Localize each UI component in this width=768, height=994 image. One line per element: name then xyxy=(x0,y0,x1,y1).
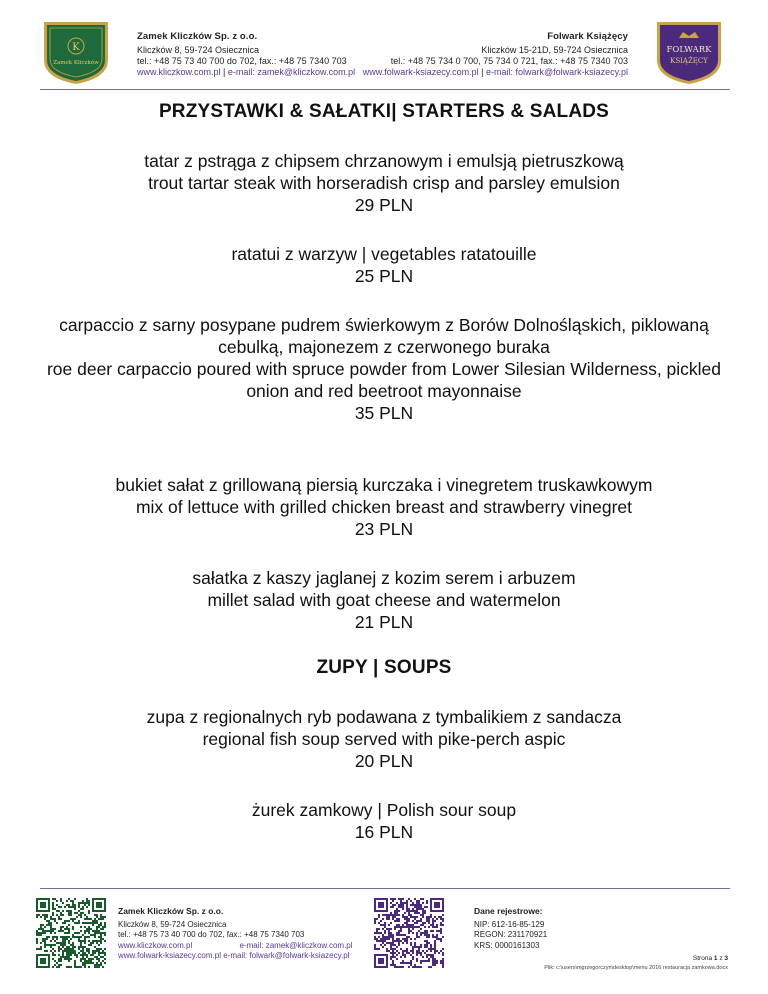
header-left-separator: | xyxy=(223,67,226,77)
item-description-pl: zupa z regionalnych ryb podawana z tymbalikiem z sandacza xyxy=(146,707,622,727)
footer-left-phone: tel.: +48 75 73 40 700 do 702, fax.: +48 75 7340 703 xyxy=(118,930,305,939)
item-description-en: millet salad with goat cheese and watermelon xyxy=(207,590,561,610)
item-description-pl: tatar z pstrąga z chipsem chrzanowym i emulsją pietruszkową xyxy=(144,151,624,171)
header-right-separator: | xyxy=(481,67,484,77)
item-price: 23 PLN xyxy=(354,519,414,539)
registration-regon: REGON: 231170921 xyxy=(474,930,548,939)
header-divider xyxy=(40,89,730,90)
item-price: 20 PLN xyxy=(354,751,414,771)
item-description: żurek zamkowy | Polish sour soup xyxy=(251,800,517,820)
header-right-web-link[interactable]: www.folwark-ksiazecy.com.pl xyxy=(362,67,479,77)
svg-text:K: K xyxy=(72,42,80,53)
footer-web-link-folwark[interactable]: www.folwark-ksiazecy.com.pl xyxy=(118,951,221,960)
item-price: 35 PLN xyxy=(354,403,414,423)
footer-left-address: Kliczków 8, 59-724 Osiecznica xyxy=(118,919,227,929)
header-right-address: Kliczków 15-21D, 59-724 Osiecznica xyxy=(481,45,628,55)
page-of: z xyxy=(719,955,723,962)
item-price: 21 PLN xyxy=(354,612,414,632)
menu-item-roe-deer-carpaccio xyxy=(0,314,768,424)
registration-nip: NIP: 612-16-85-129 xyxy=(474,919,545,929)
header-left-contact xyxy=(137,31,355,78)
item-description-en: mix of lettuce with grilled chicken breast and strawberry vinegret xyxy=(135,497,633,517)
qr-code-left-icon[interactable] xyxy=(36,898,106,968)
header-right-email-link[interactable]: e-mail: folwark@folwark-ksiazecy.pl xyxy=(485,67,628,77)
file-path: Plik: c:\users\mgrzegorczyn\desktop\menu 2016 restauracja zamkowa.docx xyxy=(544,965,728,971)
item-price: 29 PLN xyxy=(354,195,414,215)
menu-item-lettuce-chicken xyxy=(0,474,768,540)
header-left-company: Zamek Kliczków Sp. z o.o. xyxy=(137,31,258,42)
header-right-company: Folwark Książęcy xyxy=(547,31,628,42)
menu-item-trout-tartar xyxy=(0,150,768,216)
item-description-en: regional fish soup served with pike-perch aspic xyxy=(202,729,566,749)
item-description-en: trout tartar steak with horseradish crisp and parsley emulsion xyxy=(148,173,620,193)
header-left-web-link[interactable]: www.kliczkow.com.pl xyxy=(137,67,221,77)
menu-item-millet-salad xyxy=(0,567,768,633)
footer-registration-data xyxy=(474,906,547,951)
menu-item-ratatouille xyxy=(0,243,768,287)
item-description-pl: sałatka z kaszy jaglanej z kozim serem i arbuzem xyxy=(192,568,576,588)
item-price: 16 PLN xyxy=(354,822,414,842)
header-left-address: Kliczków 8, 59-724 Osiecznica xyxy=(137,45,260,55)
item-description-pl: carpaccio z sarny posypane pudrem świerkowym z Borów Dolnośląskich, piklowaną xyxy=(59,315,709,335)
item-description-en: onion and red beetroot mayonnaise xyxy=(246,381,522,401)
soups-section-title: ZUPY | SOUPS xyxy=(316,657,452,678)
header-left-phone: tel.: +48 75 73 40 700 do 702, fax.: +48 75 7340 703 xyxy=(137,56,347,66)
footer-left-company: Zamek Kliczków Sp. z o.o. xyxy=(118,906,224,916)
header-right-phone: tel.: +48 75 734 0 700, 75 734 0 721, fax.: +48 75 7340 703 xyxy=(390,56,628,66)
page-prefix: Strona xyxy=(692,955,713,962)
footer-web-link-kliczkow[interactable]: www.kliczkow.com.pl xyxy=(118,940,193,950)
header-right-contact xyxy=(363,31,628,78)
qr-code-middle-icon[interactable] xyxy=(374,898,444,968)
header-left-email-link[interactable]: e-mail: zamek@kliczkow.com.pl xyxy=(227,67,356,77)
menu-item-sour-soup xyxy=(0,799,768,843)
svg-text:KSIĄŻĘCY: KSIĄŻĘCY xyxy=(670,57,708,65)
starters-section-title: PRZYSTAWKI & SAŁATKI| STARTERS & SALADS xyxy=(158,101,610,122)
zamek-kliczkow-logo xyxy=(40,20,112,86)
footer-left-contact xyxy=(118,906,353,962)
item-description-pl: bukiet sałat z grillowaną piersią kurczaka i vinegretem truskawkowym xyxy=(115,475,653,495)
footer-divider xyxy=(40,888,730,889)
page-total: 3 xyxy=(724,955,728,962)
item-description-pl: cebulką, majonezem z czerwonego buraka xyxy=(218,337,550,357)
folwark-ksiazecy-logo xyxy=(653,20,725,86)
svg-text:FOLWARK: FOLWARK xyxy=(666,45,712,55)
registration-krs: KRS: 0000161303 xyxy=(474,940,540,950)
item-description-en: roe deer carpaccio poured with spruce powder from Lower Silesian Wilderness, pickled xyxy=(46,359,722,379)
footer-email-link-folwark[interactable]: e-mail: folwark@folwark-ksiazecy.pl xyxy=(223,951,350,960)
item-description: ratatui z warzyw | vegetables ratatouille xyxy=(231,244,537,264)
footer-email-link-zamek[interactable]: e-mail: zamek@kliczkow.com.pl xyxy=(239,940,353,950)
item-price: 25 PLN xyxy=(354,266,414,286)
svg-text:Zamek Kliczków: Zamek Kliczków xyxy=(53,60,99,66)
registration-title: Dane rejestrowe: xyxy=(474,906,543,916)
menu-item-fish-soup xyxy=(0,706,768,772)
page-number xyxy=(693,955,728,962)
page-current: 1 xyxy=(713,955,718,962)
